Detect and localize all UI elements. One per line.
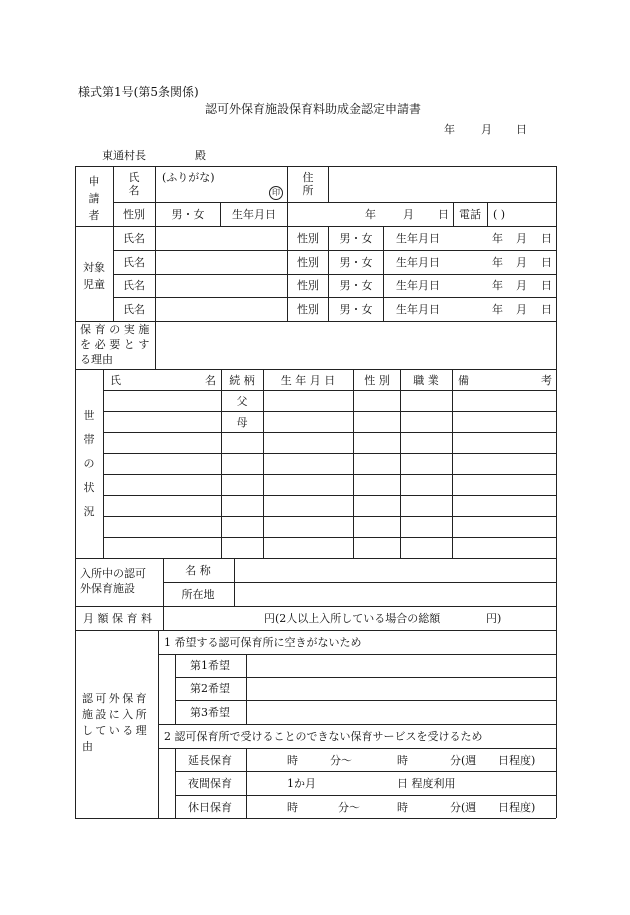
child-dob-year: 年 — [492, 256, 503, 269]
child-dob-month: 月 — [516, 303, 527, 316]
recipient: 東通村長 — [102, 149, 146, 162]
child-dob-day: 日 — [541, 303, 552, 316]
child-sex-label: 性別 — [297, 256, 319, 269]
applicant-dob-month: 月 — [403, 208, 414, 221]
applicant-sex-options[interactable]: 男・女 — [171, 208, 205, 221]
child-dob-year: 年 — [492, 279, 503, 292]
facility-location-label: 所在地 — [181, 588, 215, 601]
service-extended-hour1: 時 — [287, 754, 298, 767]
service-holiday-week: 分(週 — [450, 801, 477, 814]
household-label-5: 況 — [83, 505, 95, 518]
applicant-sex-label: 性別 — [123, 208, 145, 221]
child-dob-month: 月 — [516, 279, 527, 292]
seal-mark: 印 — [269, 186, 283, 200]
address-label-1: 住 — [302, 171, 314, 184]
child-dob-month: 月 — [516, 232, 527, 245]
child-dob-label: 生年月日 — [396, 303, 440, 316]
child-dob-label: 生年月日 — [396, 232, 440, 245]
facility-name-field[interactable] — [236, 560, 554, 580]
child-sex-label: 性別 — [297, 303, 319, 316]
service-holiday-days: 日程度) — [498, 801, 536, 814]
choice-label-3: 第3希望 — [190, 706, 230, 719]
hh-relation-father: 父 — [236, 395, 248, 408]
entry-reason-label-2: 施設に入所 — [82, 708, 149, 721]
hh-header-note-a: 備 — [458, 374, 469, 387]
choice-label-2: 第2希望 — [190, 682, 230, 695]
children-label-2: 児童 — [83, 278, 105, 291]
choice-field-3[interactable] — [248, 702, 554, 722]
household-label-3: の — [83, 457, 95, 470]
child-sex-label: 性別 — [297, 279, 319, 292]
child-dob-day: 日 — [541, 279, 552, 292]
reason-needed-line-1: 保育の実施 — [80, 323, 153, 336]
child-sex-options[interactable]: 男・女 — [339, 256, 373, 269]
child-sex-options[interactable]: 男・女 — [339, 232, 373, 245]
choice-field-1[interactable] — [248, 656, 554, 676]
name-label-1: 氏 — [128, 171, 140, 184]
hh-relation-mother: 母 — [236, 416, 248, 429]
household-label-1: 世 — [83, 409, 95, 422]
child-name-label: 氏名 — [123, 232, 145, 245]
hh-header-name-a: 氏 — [110, 374, 121, 387]
hh-header-dob: 生 年 月 日 — [280, 374, 336, 387]
hh-header-name-b: 名 — [205, 374, 216, 387]
entry-reason-item-1: 1 希望する認可保育所に空きがないため — [164, 636, 362, 649]
phone-label: 電話 — [459, 208, 481, 221]
reason-needed-field[interactable] — [157, 323, 554, 367]
form-title: 認可外保育施設保育料助成金認定申請書 — [205, 102, 422, 116]
phone-paren[interactable]: ( ) — [493, 208, 506, 221]
form-number: 様式第1号(第5条関係) — [78, 85, 199, 99]
service-night-label: 夜間保育 — [188, 777, 232, 790]
entry-reason-item-2: 2 認可保育所で受けることのできない保育サービスを受けるため — [164, 730, 483, 743]
child-dob-month: 月 — [516, 256, 527, 269]
address-label-2: 所 — [302, 184, 314, 197]
service-holiday-label: 休日保育 — [188, 801, 232, 814]
service-extended-week: 分(週 — [450, 754, 477, 767]
entry-reason-label-4: 由 — [82, 740, 93, 753]
child-name-label: 氏名 — [123, 279, 145, 292]
hh-header-relation: 続 柄 — [229, 374, 255, 387]
honorific: 殿 — [195, 149, 206, 162]
service-holiday-hour2: 時 — [397, 801, 408, 814]
child-name-label: 氏名 — [123, 256, 145, 269]
monthly-fee-text: 円(2人以上入所している場合の総額 — [264, 612, 441, 625]
facility-location-field[interactable] — [236, 584, 554, 604]
child-dob-label: 生年月日 — [396, 279, 440, 292]
applicant-dob-year: 年 — [365, 208, 376, 221]
service-night-month: 1か月 — [287, 777, 316, 790]
reason-needed-line-3: る理由 — [80, 353, 113, 366]
applicant-label-1: 申 — [88, 175, 100, 188]
applicant-label-2: 請 — [88, 192, 100, 205]
hh-header-note-b: 考 — [541, 374, 552, 387]
child-name-label: 氏名 — [123, 303, 145, 316]
service-extended-days: 日程度) — [498, 754, 536, 767]
hh-header-sex: 性 別 — [364, 374, 390, 387]
monthly-fee-label: 月 額 保 育 料 — [83, 612, 152, 625]
entry-reason-label-1: 認可外保育 — [82, 692, 149, 705]
name-label-2: 名 — [128, 184, 140, 197]
household-label-4: 状 — [83, 481, 95, 494]
service-holiday-min1: 分～ — [338, 801, 360, 814]
service-extended-label: 延長保育 — [188, 754, 232, 767]
child-sex-options[interactable]: 男・女 — [339, 303, 373, 316]
choice-label-1: 第1希望 — [190, 659, 230, 672]
address-field[interactable] — [330, 168, 554, 200]
child-dob-day: 日 — [541, 232, 552, 245]
applicant-label-3: 者 — [88, 209, 100, 222]
service-extended-min1: 分～ — [330, 754, 352, 767]
applicant-dob-label: 生年月日 — [232, 208, 276, 221]
household-label-2: 帯 — [83, 433, 95, 446]
applicant-dob-day: 日 — [438, 208, 449, 221]
service-extended-hour2: 時 — [397, 754, 408, 767]
date-month: 月 — [481, 123, 492, 136]
child-sex-options[interactable]: 男・女 — [339, 279, 373, 292]
date-day: 日 — [516, 123, 527, 136]
monthly-fee-unit: 円) — [486, 612, 502, 625]
child-dob-label: 生年月日 — [396, 256, 440, 269]
service-holiday-hour1: 時 — [287, 801, 298, 814]
facility-label-1: 入所中の認可 — [80, 567, 146, 580]
children-label-1: 対象 — [83, 261, 105, 274]
facility-label-2: 外保育施設 — [80, 582, 135, 595]
facility-name-label: 名 称 — [185, 564, 211, 577]
entry-reason-label-3: している理 — [82, 724, 149, 737]
child-dob-year: 年 — [492, 232, 503, 245]
reason-needed-line-2: を必要とす — [80, 338, 153, 351]
choice-field-2[interactable] — [248, 679, 554, 699]
furigana-label: (ふりがな) — [162, 171, 215, 184]
service-night-days: 日 程度利用 — [397, 777, 456, 790]
child-dob-day: 日 — [541, 256, 552, 269]
child-sex-label: 性別 — [297, 232, 319, 245]
hh-header-job: 職 業 — [413, 374, 439, 387]
date-year: 年 — [444, 123, 455, 136]
child-dob-year: 年 — [492, 303, 503, 316]
